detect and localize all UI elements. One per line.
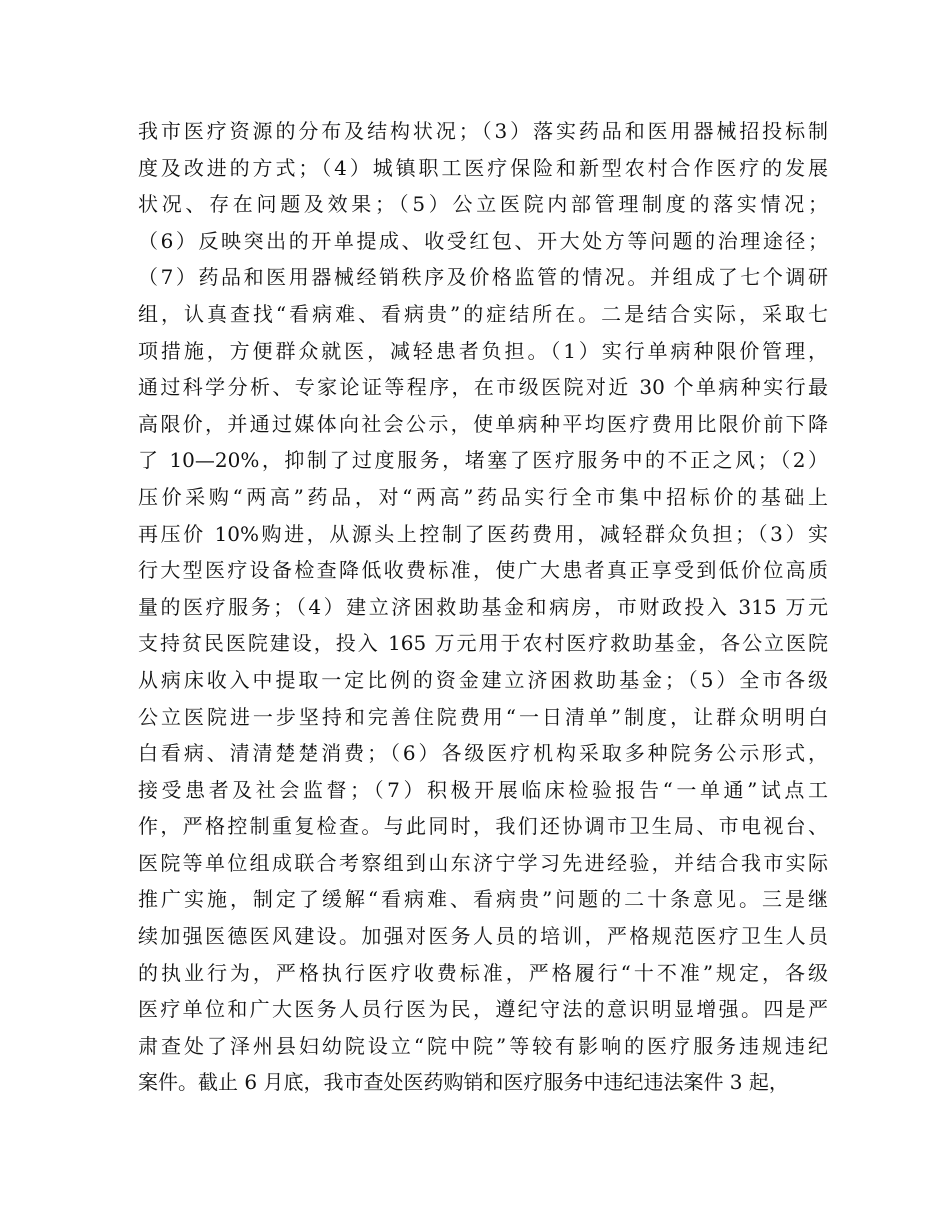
text-line: 组，认真查找“看病难、看病贵”的症结所在。二是结合实际，采取七	[138, 301, 828, 326]
text-line: 压价采购“两高”药品，对“两高”药品实行全市集中招标价的基础上	[138, 484, 828, 509]
body-text	[138, 113, 828, 1101]
text-line: 医疗单位和广大医务人员行医为民，遵纪守法的意识明显增强。四是严	[138, 997, 828, 1022]
text-line: 状况、存在问题及效果；（5）公立医院内部管理制度的落实情况；	[138, 192, 828, 217]
text-line: 作，严格控制重复检查。与此同时，我们还协调市卫生局、市电视台、	[138, 814, 828, 839]
text-line: 推广实施，制定了缓解“看病难、看病贵”问题的二十条意见。三是继	[138, 887, 828, 912]
text-line: 我市医疗资源的分布及结构状况；（3）落实药品和医用器械招投标制	[138, 119, 828, 143]
text-line: 从病床收入中提取一定比例的资金建立济困救助基金；（5）全市各级	[138, 667, 828, 692]
text-line: 项措施，方便群众就医，减轻患者负担。（1）实行单病种限价管理，	[138, 338, 828, 363]
text-line: 支持贫民医院建设，投入 165 万元用于农村医疗救助基金，各公立医院	[138, 631, 828, 656]
text-line: 了 10—20%，抑制了过度服务，堵塞了医疗服务中的不正之风；（2）	[138, 448, 828, 473]
text-line: 行大型医疗设备检查降低收费标准，使广大患者真正享受到低价位高质	[138, 558, 828, 583]
text-line: 高限价，并通过媒体向社会公示，使单病种平均医疗费用比限价前下降	[138, 411, 828, 436]
text-line: 度及改进的方式；（4）城镇职工医疗保险和新型农村合作医疗的发展	[138, 155, 828, 180]
text-line: （7）药品和医用器械经销秩序及价格监管的情况。并组成了七个调研	[138, 265, 828, 290]
text-line: 通过科学分析、专家论证等程序，在市级医院对近 30 个单病种实行最	[138, 375, 828, 400]
text-line: 肃查处了泽州县妇幼院设立“院中院”等较有影响的医疗服务违规违纪	[138, 1033, 828, 1058]
text-line: 的执业行为，严格执行医疗收费标准，严格履行“十不准”规定，各级	[138, 960, 828, 985]
text-line: 再压价 10%购进，从源头上控制了医药费用，减轻群众负担；（3）实	[138, 521, 828, 546]
text-line: （6）反映突出的开单提成、收受红包、开大处方等问题的治理途径；	[138, 228, 828, 253]
text-line: 接受患者及社会监督；（7）积极开展临床检验报告“一单通”试点工	[138, 777, 828, 802]
text-line: 公立医院进一步坚持和完善住院费用“一日清单”制度，让群众明明白	[138, 704, 828, 729]
text-line: 续加强医德医风建设。加强对医务人员的培训，严格规范医疗卫生人员	[138, 924, 828, 949]
text-line: 案件。截止 6 月底，我市查处医药购销和医疗服务中违纪违法案件 3 起，	[138, 1070, 789, 1095]
text-line: 量的医疗服务；（4）建立济困救助基金和病房，市财政投入 315 万元	[138, 594, 828, 619]
text-line: 白看病、清清楚楚消费；（6）各级医疗机构采取多种院务公示形式，	[138, 741, 828, 766]
text-line: 医院等单位组成联合考察组到山东济宁学习先进经验，并结合我市实际	[138, 850, 828, 875]
